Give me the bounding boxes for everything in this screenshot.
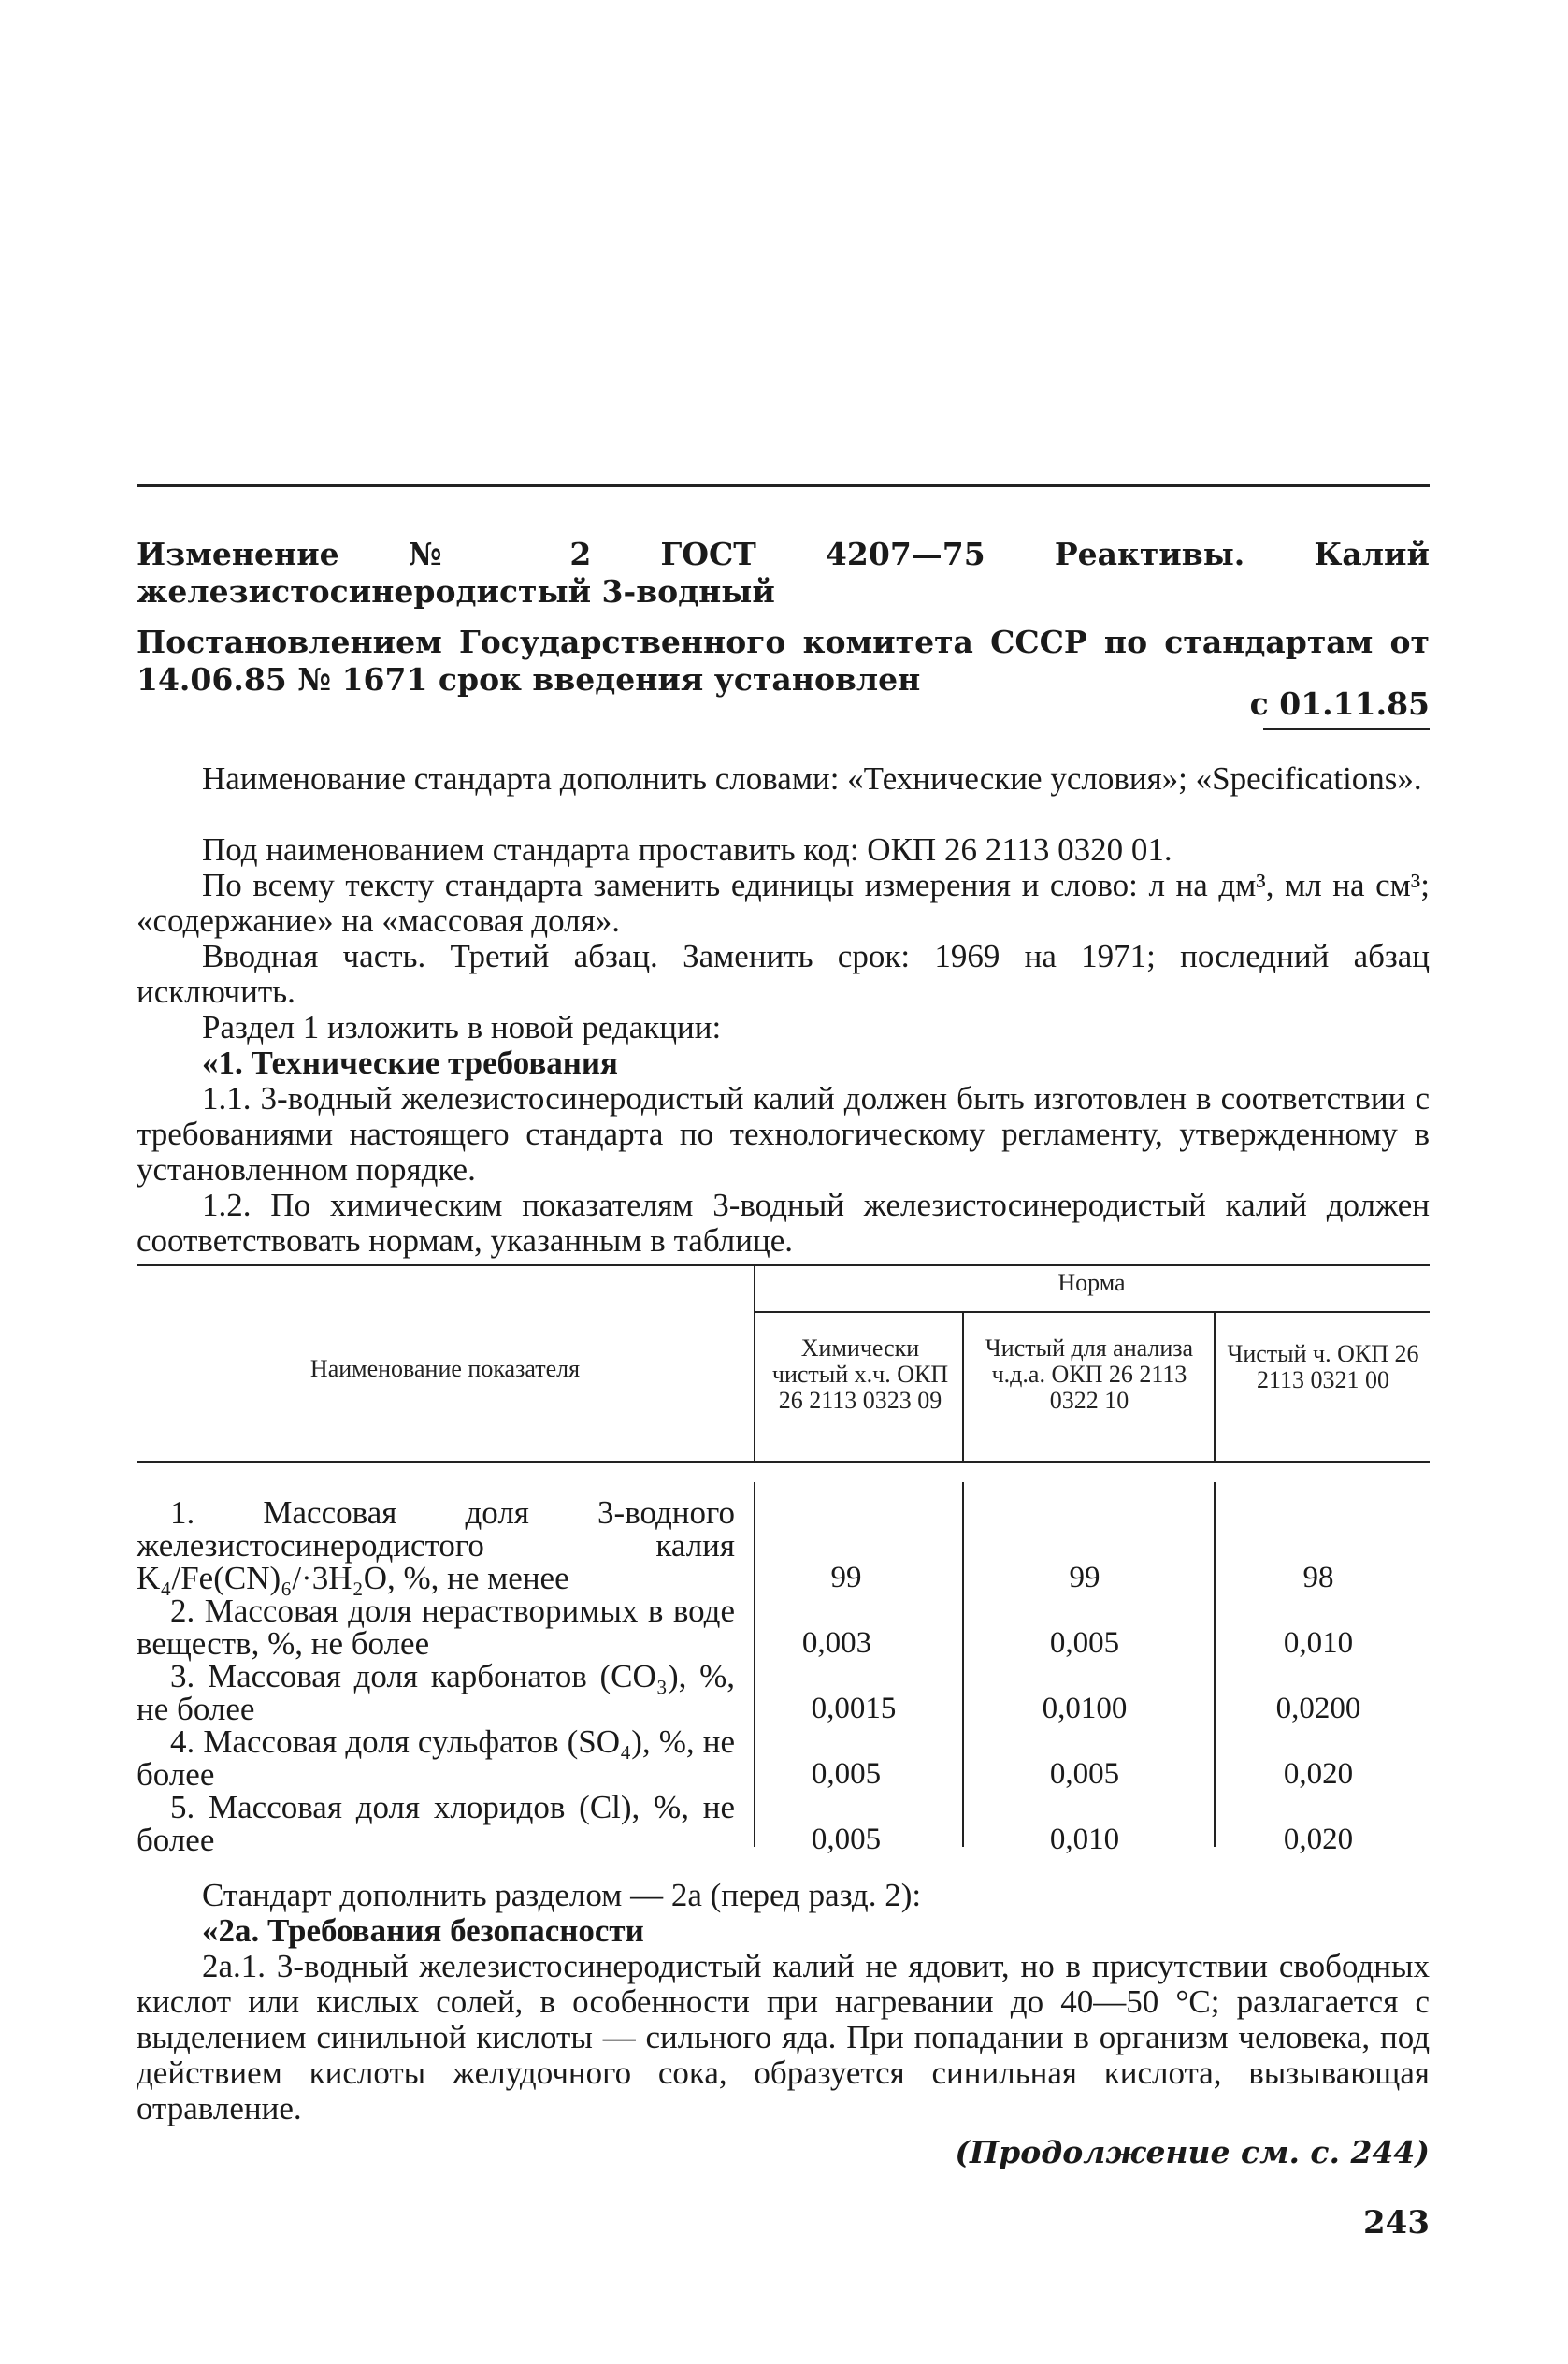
- table-cell: 0,010: [1283, 1626, 1354, 1660]
- table-cell: 99: [1069, 1561, 1100, 1594]
- section-heading: «1. Технические требования: [202, 1045, 618, 1081]
- table-cell: 98: [1302, 1561, 1334, 1594]
- table-cell: 0,003: [801, 1626, 872, 1660]
- paragraph: 1.2. По химическим показателям 3-водный железистосинеродистый калий должен соответствовать нормам, указанным в таблице.: [137, 1187, 1430, 1259]
- grade-header: Чистый для анализа ч.д.а. ОКП 26 2113 0322 10: [985, 1334, 1194, 1414]
- section-heading: «2а. Требования безопасности: [202, 1912, 644, 1949]
- table-cell: 0,0015: [811, 1692, 897, 1725]
- top-rule: [137, 484, 1430, 487]
- norm-header: Норма: [1057, 1269, 1126, 1296]
- table-row: 2. Массовая доля нерастворимых в воде веществ, %, не более: [137, 1593, 735, 1662]
- paragraph: Наименование стандарта дополнить словами: «Технические условия»; «Specifications».: [202, 760, 1422, 797]
- table-divider: [1214, 1482, 1216, 1847]
- table-divider: [1214, 1311, 1216, 1463]
- grade-header: Химически чистый х.ч. ОКП 26 2113 0323 09: [771, 1334, 949, 1414]
- table-row: 3. Массовая доля карбонатов (CO₃), %, не более: [137, 1658, 735, 1727]
- table-cell: 0,020: [1283, 1823, 1354, 1856]
- date-underline: [1263, 728, 1430, 730]
- table-cell: 0,020: [1283, 1757, 1354, 1791]
- grade-header: Чистый ч. ОКП 26 2113 0321 00: [1227, 1340, 1419, 1393]
- paragraph: Под наименованием стандарта проставить код: ОКП 26 2113 0320 01.: [202, 831, 1172, 868]
- column-header-name: Наименование показателя: [309, 1355, 581, 1382]
- norm-rule: [754, 1311, 1430, 1313]
- page-number: 243: [1363, 2204, 1430, 2241]
- paragraph: Раздел 1 изложить в новой редакции:: [202, 1009, 722, 1045]
- table-top-rule: [137, 1264, 1430, 1266]
- table-divider: [754, 1482, 755, 1847]
- decree-text: Постановлением Государственного комитета СССР по стандартам от 14.06.85 № 1671 срок введения установлен: [137, 624, 1430, 698]
- paragraph: 1.1. 3-водный железистосинеродистый калий должен быть изготовлен в соответствии с требованиями настоящего стандарта по технологическому регламенту, утвержденному в установленном порядке.: [137, 1080, 1430, 1188]
- table-cell: 99: [830, 1561, 862, 1594]
- paragraph: Стандарт дополнить разделом — 2а (перед разд. 2):: [202, 1877, 922, 1913]
- table-cell: 0,010: [1049, 1823, 1120, 1856]
- table-divider: [962, 1311, 964, 1463]
- table-row: 4. Массовая доля сульфатов (SO₄), %, не более: [137, 1723, 735, 1793]
- effective-date: с 01.11.85: [1249, 685, 1430, 722]
- continuation-note: (Продолжение см. с. 244): [955, 2134, 1430, 2170]
- table-row: 5. Массовая доля хлоридов (Cl), %, не более: [137, 1789, 735, 1858]
- table-cell: 0,005: [811, 1757, 882, 1791]
- table-cell: 0,005: [1049, 1757, 1120, 1791]
- table-cell: 0,005: [811, 1823, 882, 1856]
- table-cell: 0,0100: [1042, 1692, 1128, 1725]
- table-cell: 0,005: [1049, 1626, 1120, 1660]
- amendment-title: Изменение № 2 ГОСТ 4207—75 Реактивы. Калий железистосинеродистый 3-водный: [137, 536, 1430, 610]
- table-cell: 0,0200: [1275, 1692, 1361, 1725]
- paragraph: По всему тексту стандарта заменить единицы измерения и слово: л на дм³, мл на см³; «содержание» на «массовая доля».: [137, 867, 1430, 939]
- table-header-bottom-rule: [137, 1461, 1430, 1463]
- paragraph: 2а.1. 3-водный железистосинеродистый калий не ядовит, но в присутствии свободных кислот или кислых солей, в особенности при нагревании до 40—50 °С; разлагается с выделением синильной кислоты — сильного яда. При попадании в организм человека, под действием кислоты желудочного сока, образуется синильная кислота, вызывающая отравление.: [137, 1948, 1430, 2126]
- paragraph: Вводная часть. Третий абзац. Заменить срок: 1969 на 1971; последний абзац исключить.: [137, 938, 1430, 1010]
- table-divider: [962, 1482, 964, 1847]
- table-row: 1. Массовая доля 3-водного железистосинеродистого калия K₄/Fe(CN)₆/·3H₂O, %, не менее: [137, 1494, 735, 1596]
